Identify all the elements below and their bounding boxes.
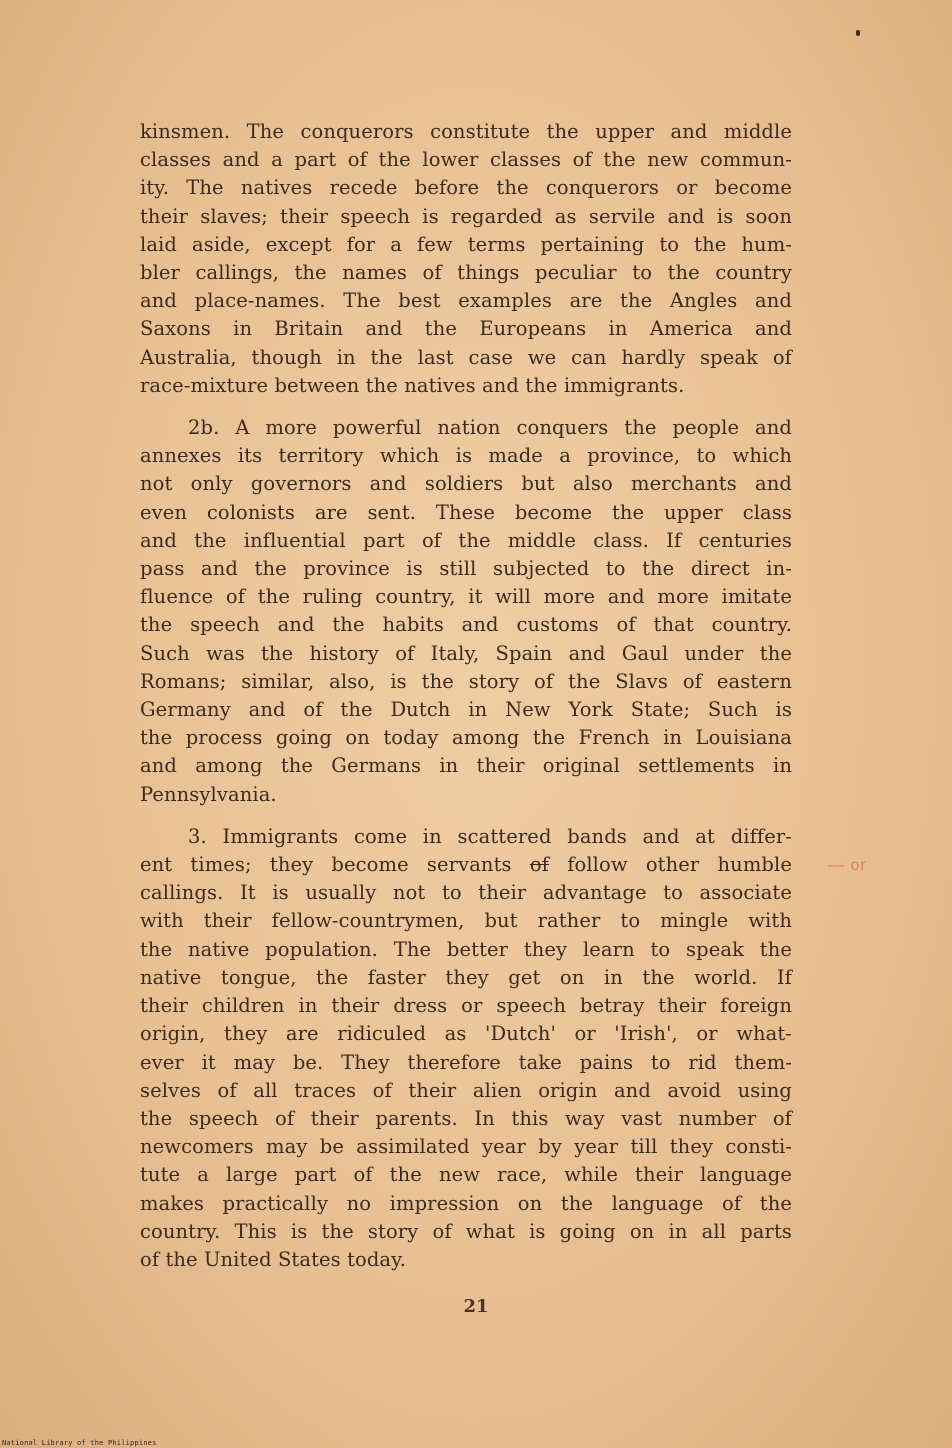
text-line: even colonists are sent. These become the upper class — [140, 500, 792, 524]
text-line: 2b. A more powerful nation conquers the people and — [188, 416, 792, 440]
text-line-with-correction — [140, 851, 792, 879]
text-line: country. This is the story of what is going on in all parts — [140, 1219, 792, 1243]
struck-word: of — [529, 853, 549, 877]
text-line: selves of all traces of their alien origin and avoid using — [140, 1078, 792, 1102]
text-line: ever it may be. They therefore take pains to rid them- — [140, 1050, 792, 1074]
ink-speck — [856, 30, 860, 36]
text-line: newcomers may be assimilated year by year till they consti- — [140, 1135, 792, 1159]
text-line: the process going on today among the French in Louisiana — [140, 726, 792, 750]
text-line: the speech and the habits and customs of that country. — [140, 613, 792, 637]
line-end: follow other humble — [567, 853, 792, 877]
text-line: classes and a part of the lower classes of the new commun- — [140, 148, 792, 172]
text-line: native tongue, the faster they get on in the world. If — [140, 965, 792, 989]
paragraph-3 — [140, 823, 792, 1274]
text-line: Pennsylvania. — [140, 782, 277, 806]
text-line: makes practically no impression on the language of the — [140, 1191, 792, 1215]
text-line: annexes its territory which is made a province, to which — [140, 444, 792, 468]
text-line: with their fellow-countrymen, but rather to mingle with — [140, 909, 792, 933]
text-line: the speech of their parents. In this way vast number of — [140, 1106, 792, 1130]
text-line: not only governors and soldiers but also merchants and — [140, 472, 792, 496]
scan-credit: National Library of the Philippines — [2, 1439, 157, 1447]
text-line: Saxons in Britain and the Europeans in America and — [140, 317, 792, 341]
text-line: Such was the history of Italy, Spain and Gaul under the — [140, 641, 792, 665]
text-line: pass and the province is still subjected to the direct in- — [140, 557, 792, 581]
text-line: ity. The natives recede before the conquerors or become — [140, 176, 792, 200]
text-line: kinsmen. The conquerors constitute the upper and middle — [140, 120, 792, 143]
text-line: Romans; similar, also, is the story of the Slavs of eastern — [140, 669, 792, 693]
text-line: and place-names. The best examples are the Angles and — [140, 289, 792, 313]
page-number: 21 — [463, 1296, 489, 1317]
text-line: 3. Immigrants come in scattered bands and at differ- — [188, 824, 792, 848]
paragraph-2b — [140, 414, 792, 809]
text-line: race-mixture between the natives and the immigrants. — [140, 373, 685, 397]
text-line: Germany and of the Dutch in New York State; Such is — [140, 698, 792, 722]
text-line: tute a large part of the new race, while their language — [140, 1163, 792, 1187]
handwritten-margin-correction: — or — [828, 857, 867, 874]
text-line: their children in their dress or speech betray their foreign — [140, 994, 792, 1018]
text-line: callings. It is usually not to their advantage to associate — [140, 881, 792, 905]
text-line: laid aside, except for a few terms pertaining to the hum- — [140, 232, 792, 256]
line-start: ent times; they become servants — [140, 853, 512, 877]
page-body — [140, 118, 792, 1274]
text-line: bler callings, the names of things peculiar to the country — [140, 261, 792, 285]
text-line: and among the Germans in their original settlements in — [140, 754, 792, 778]
text-line: Australia, though in the last case we can hardly speak of — [140, 345, 792, 369]
text-line: fluence of the ruling country, it will more and more imitate — [140, 585, 792, 609]
text-line: origin, they are ridiculed as 'Dutch' or 'Irish', or what- — [140, 1022, 792, 1046]
paragraph-1 — [140, 118, 792, 400]
text-line: of the United States today. — [140, 1247, 406, 1271]
text-line: their slaves; their speech is regarded as servile and is soon — [140, 204, 792, 228]
text-line: and the influential part of the middle class. If centuries — [140, 528, 792, 552]
text-line: the native population. The better they learn to speak the — [140, 937, 792, 961]
